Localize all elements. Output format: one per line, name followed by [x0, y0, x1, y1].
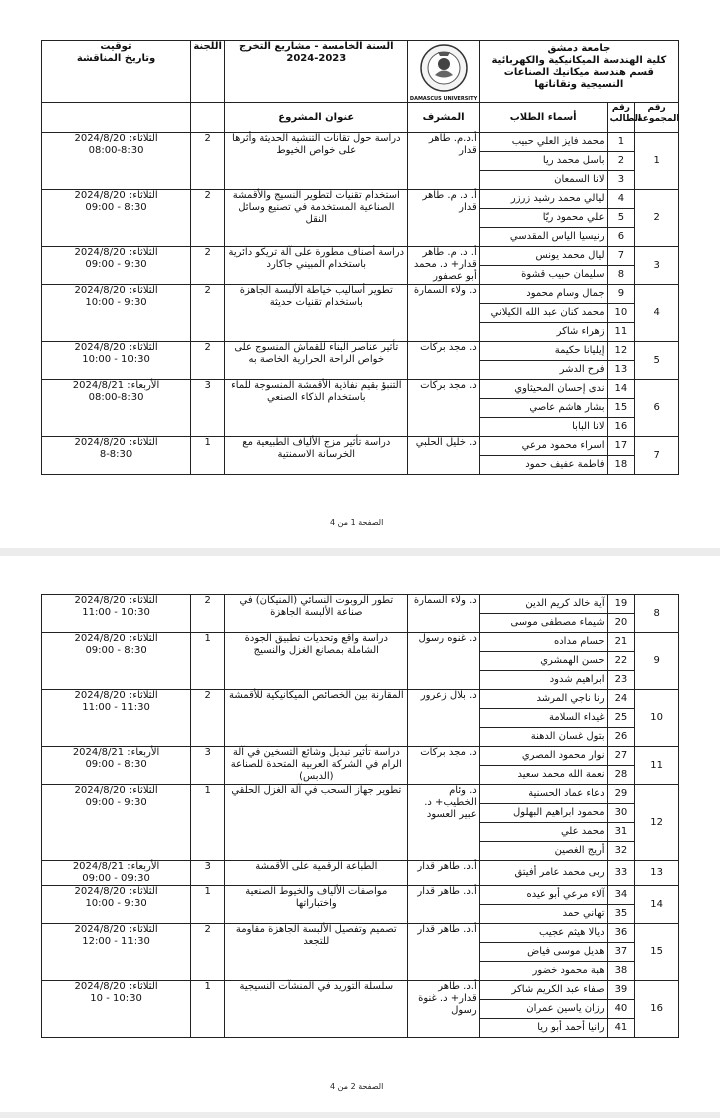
committee-cell: 2 [191, 690, 225, 747]
committee-cell: 1 [191, 785, 225, 861]
student-name-cell: هبة محمود خضور [479, 962, 607, 981]
table-row [42, 285, 679, 304]
student-name-cell: جمال وسام محمود [479, 285, 607, 304]
time-text: 10:00 - 10:30 [82, 354, 150, 365]
committee-cell: 1 [191, 633, 225, 690]
time-text: 09:00 - 9:30 [85, 259, 147, 270]
student-name-cell: محمد فايز العلي حبيب [479, 133, 607, 152]
time-text: 09:00 - 8:30 [85, 645, 147, 656]
student-number-cell: 28 [607, 766, 635, 785]
student-number-cell: 3 [607, 171, 635, 190]
group-number-cell: 14 [635, 886, 679, 924]
time-text: 10:00 - 9:30 [85, 297, 147, 308]
project-title-cell: تطوير جهاز السحب في آلة الغزل الحلقي [225, 785, 408, 861]
group-number-cell: 4 [635, 285, 679, 342]
committee-cell: 2 [191, 285, 225, 342]
group-number-cell: 15 [635, 924, 679, 981]
date-text: الأربعاء: 2024/8/21 [72, 861, 160, 872]
student-number-header [607, 103, 642, 133]
page-footer: الصفحة 1 من 4 [330, 518, 384, 527]
date-text: الثلاثاء: 2024/8/20 [74, 133, 158, 144]
table-row [42, 342, 679, 361]
table-row [42, 595, 679, 614]
supervisor-cell: أ.د. طاهر قدار [408, 886, 479, 924]
supervisor-cell: د. غنوه رسول [408, 633, 479, 690]
student-name-cell: ربى محمد عامر أفيتق [479, 861, 607, 886]
table-row [42, 437, 679, 456]
time-text: 8-8:30 [99, 449, 133, 460]
time-cell [42, 285, 191, 342]
supervisor-cell: د. مجد بركات [408, 342, 479, 380]
project-title-cell: الطباعة الرقمية على الأقمشة [225, 861, 408, 886]
date-text: الثلاثاء: 2024/8/20 [74, 633, 158, 644]
table-row [42, 247, 679, 266]
student-number-cell: 32 [607, 842, 635, 861]
project-title-cell: دراسة حول تقانات التنشية الحديثة وأثرها على خواص الخيوط [225, 133, 408, 190]
time-cell [42, 437, 191, 475]
project-title-header: عنوان المشروع [225, 103, 408, 133]
group-number-cell: 12 [635, 785, 679, 861]
student-number-cell: 41 [607, 1019, 635, 1038]
time-text: 09:00 - 09:30 [82, 873, 150, 884]
group-number-cell: 3 [635, 247, 679, 285]
committee-cell: 2 [191, 133, 225, 190]
committee-cell: 1 [191, 437, 225, 475]
date-text: الثلاثاء: 2024/8/20 [74, 342, 158, 353]
student-name-cell: شيماء مصطفى موسى [479, 614, 607, 633]
page-footer: الصفحة 2 من 4 [330, 1082, 384, 1091]
department-name: قسم هندسة ميكانيك الصناعات النسيجية وتقاناتها [503, 67, 654, 90]
page-2 [0, 556, 720, 1112]
date-text: الأربعاء: 2024/8/21 [72, 747, 160, 758]
time-cell [42, 924, 191, 981]
student-name-cell: دعاء عماد الحسنية [479, 785, 607, 804]
table-row [42, 747, 679, 766]
project-title-cell: سلسلة التوريد في المنشآت النسيجية [225, 981, 408, 1038]
group-number-cell: 9 [635, 633, 679, 690]
student-number-cell: 4 [607, 190, 635, 209]
supervisor-cell: د. ولاء السمارة [408, 285, 479, 342]
time-cell [42, 747, 191, 785]
time-text: 09:00 - 8:30 [85, 202, 147, 213]
time-cell [42, 785, 191, 861]
columns-row [42, 103, 679, 133]
student-name-cell: ليال محمد يونس [479, 247, 607, 266]
supervisor-cell: د. بلال زعرور [408, 690, 479, 747]
date-text: الثلاثاء: 2024/8/20 [74, 690, 158, 701]
date-text: الثلاثاء: 2024/8/20 [74, 437, 158, 448]
university-name: جامعة دمشق [547, 43, 611, 54]
group-number-header-line1: رقم [647, 103, 666, 113]
student-number-cell: 29 [607, 785, 635, 804]
student-number-cell: 31 [607, 823, 635, 842]
students-header: أسماء الطلاب [479, 103, 607, 133]
group-number-cell: 16 [635, 981, 679, 1038]
time-cell [42, 133, 191, 190]
supervisor-header: المشرف [408, 103, 479, 133]
student-number-cell: 21 [607, 633, 635, 652]
committee-cell: 1 [191, 981, 225, 1038]
time-cell [42, 861, 191, 886]
student-number-cell: 13 [607, 361, 635, 380]
time-text: 09:00 - 8:30 [85, 759, 147, 770]
supervisor-cell: د. خليل الحلبي [408, 437, 479, 475]
time-cell [42, 981, 191, 1038]
student-name-cell: سليمان حبيب قشوة [479, 266, 607, 285]
time-subtitle: وتاريخ المناقشة [76, 53, 156, 64]
time-cell [42, 342, 191, 380]
student-number-cell: 15 [607, 399, 635, 418]
student-name-cell: إيليانا حكيمة [479, 342, 607, 361]
student-number-header-line1: رقم [611, 103, 630, 113]
student-number-cell: 1 [607, 133, 635, 152]
student-name-cell: زهراء شاكر [479, 323, 607, 342]
student-name-cell: آلاء مرعي أبو عيده [479, 886, 607, 905]
committee-cell: 2 [191, 190, 225, 247]
project-title-cell: دراسة أصناف مطورة على آلة تريكو دائرية باستخدام المبيني جاكارد [225, 247, 408, 285]
date-text: الثلاثاء: 2024/8/20 [74, 285, 158, 296]
group-number-cell: 13 [635, 861, 679, 886]
student-number-cell: 19 [607, 595, 635, 614]
supervisor-cell: أ.د. طاهر قدار [408, 924, 479, 981]
date-text: الثلاثاء: 2024/8/20 [74, 886, 158, 897]
committee-header: اللجنة [191, 41, 225, 103]
time-text: 08:00-8:30 [88, 392, 144, 403]
supervisor-cell: د. مجد بركات [408, 380, 479, 437]
committee-cell: 2 [191, 924, 225, 981]
student-number-cell: 33 [607, 861, 635, 886]
committee-cell: 2 [191, 247, 225, 285]
student-name-cell: محمود ابراهيم البهلول [479, 804, 607, 823]
student-number-cell: 37 [607, 943, 635, 962]
time-cell [42, 595, 191, 633]
student-number-cell: 22 [607, 652, 635, 671]
time-title: توقيت [100, 41, 132, 52]
year-header [225, 41, 408, 103]
faculty-name: كلية الهندسة الميكانيكية والكهربائية [491, 55, 667, 66]
group-number-cell: 11 [635, 747, 679, 785]
project-title-cell: تأثير عناصر البناء للقماش المنسوج على خواص الراحة الحرارية الخاصة به [225, 342, 408, 380]
committee-cell: 3 [191, 747, 225, 785]
group-number-header [635, 103, 679, 133]
student-name-cell: هديل موسى فياض [479, 943, 607, 962]
project-title-cell: تصميم وتفصيل الألبسة الجاهزة مقاومة للتجعد [225, 924, 408, 981]
student-name-cell: نعمة الله محمد سعيد [479, 766, 607, 785]
student-number-cell: 40 [607, 1000, 635, 1019]
group-number-cell: 2 [635, 190, 679, 247]
supervisor-cell: أ.د. طاهر قدار+ د. غنوة رسول [408, 981, 479, 1038]
student-number-cell: 38 [607, 962, 635, 981]
student-name-cell: بتول غسان الدهنة [479, 728, 607, 747]
time-cell [42, 633, 191, 690]
date-text: الثلاثاء: 2024/8/20 [74, 595, 158, 606]
student-name-cell: باسل محمد ريا [479, 152, 607, 171]
student-name-cell: لانا السمعان [479, 171, 607, 190]
table-row [42, 861, 679, 886]
logo-cell [408, 41, 479, 103]
academic-year: 2024-2023 [286, 53, 347, 64]
supervisor-cell: أ. د. م. طاهر قدار+ د. محمد أبو عصفور [408, 247, 479, 285]
project-title-cell: دراسة واقع وتحديات تطبيق الجودة الشاملة بمصانع الغزل والنسيج [225, 633, 408, 690]
project-title-cell: دراسة تأثير تبديل وشائع التسخين في آلة الرام في الشركة العربية المتحدة للصناعة (الدبس) [225, 747, 408, 785]
date-text: الثلاثاء: 2024/8/20 [74, 190, 158, 201]
date-text: الثلاثاء: 2024/8/20 [74, 785, 158, 796]
committee-cell: 1 [191, 886, 225, 924]
group-number-cell: 8 [635, 595, 679, 633]
time-cell [42, 690, 191, 747]
student-name-cell: حسن الهمشري [479, 652, 607, 671]
date-text: الثلاثاء: 2024/8/20 [74, 981, 158, 992]
group-number-cell: 10 [635, 690, 679, 747]
student-name-cell: اسراء محمود مرعي [479, 437, 607, 456]
supervisor-cell: أ. د. م. طاهر قدار [408, 190, 479, 247]
date-text: الأربعاء: 2024/8/21 [72, 380, 160, 391]
student-name-cell: بشار هاشم عاصي [479, 399, 607, 418]
committee-cell: 3 [191, 861, 225, 886]
project-title-cell: استخدام تقنيات لتطوير النسيج والأقمشة الصناعية المستخدمة في تصنيع وسائل النقل [225, 190, 408, 247]
student-name-cell: لانا البابا [479, 418, 607, 437]
supervisor-cell: أ.د. طاهر قدار [408, 861, 479, 886]
student-number-cell: 16 [607, 418, 635, 437]
student-number-cell: 25 [607, 709, 635, 728]
student-name-cell: أريج الغصين [479, 842, 607, 861]
group-number-cell: 5 [635, 342, 679, 380]
schedule-table-page-2 [41, 594, 679, 1038]
student-number-cell: 35 [607, 905, 635, 924]
table-row [42, 690, 679, 709]
project-title-cell: مواصفات الألياف والخيوط الصنعية واختباراتها [225, 886, 408, 924]
student-number-cell: 30 [607, 804, 635, 823]
student-name-cell: صفاء عبد الكريم شاكر [479, 981, 607, 1000]
time-cell [42, 886, 191, 924]
student-number-cell: 8 [607, 266, 635, 285]
time-text: 10 - 10:30 [90, 993, 142, 1004]
student-name-cell: محمد كنان عبد الله الكيلاني [479, 304, 607, 323]
supervisor-cell: د. ولاء السمارة [408, 595, 479, 633]
student-name-cell: ديالا هيثم عجيب [479, 924, 607, 943]
project-title-cell: تطوير أساليب خياطة الألبسة الجاهزة باستخدام تقنيات حديثة [225, 285, 408, 342]
student-name-cell: تهاني حمد [479, 905, 607, 924]
time-text: 09:00 - 9:30 [85, 797, 147, 808]
student-name-cell: فاطمة عفيف حمود [479, 456, 607, 475]
university-logo-icon [419, 42, 469, 96]
time-cell [42, 247, 191, 285]
student-number-header-line2: الطالب [609, 114, 642, 124]
student-number-cell: 17 [607, 437, 635, 456]
student-name-cell: آية خالد كريم الدين [479, 595, 607, 614]
student-number-cell: 24 [607, 690, 635, 709]
project-title-cell: دراسة تأثير مزج الألياف الطبيعية مع الخرسانة الاسمنتية [225, 437, 408, 475]
committee-cell: 2 [191, 595, 225, 633]
project-title-cell: تطور الروبوت النسائي (المنيكان) في صناعة الألبسة الجاهزة [225, 595, 408, 633]
group-number-cell: 7 [635, 437, 679, 475]
blank-cell [42, 103, 191, 133]
student-name-cell: علي محمود ريّا [479, 209, 607, 228]
committee-cell: 3 [191, 380, 225, 437]
date-text: الثلاثاء: 2024/8/20 [74, 247, 158, 258]
logo-text: DAMASCUS UNIVERSITY [409, 96, 478, 102]
student-name-cell: رزان ياسين عمران [479, 1000, 607, 1019]
table-row [42, 133, 679, 152]
student-number-cell: 34 [607, 886, 635, 905]
student-name-cell: رنيسيا الياس المقدسي [479, 228, 607, 247]
time-header [42, 41, 191, 103]
table-row [42, 924, 679, 943]
supervisor-cell: د. وئام الخطيب+ د. عبير العسود [408, 785, 479, 861]
student-number-cell: 26 [607, 728, 635, 747]
time-text: 10:00 - 9:30 [85, 898, 147, 909]
year-title: السنة الخامسة - مشاريع التخرج [239, 41, 394, 52]
table-row [42, 633, 679, 652]
supervisor-cell: أ.د.م. طاهر قدار [408, 133, 479, 190]
time-text: 11:00 - 11:30 [82, 702, 150, 713]
time-text: 11:00 - 10:30 [82, 607, 150, 618]
time-text: 08:00-8:30 [88, 145, 144, 156]
schedule-table-page-1 [41, 40, 679, 475]
table-row [42, 785, 679, 804]
group-number-cell: 1 [635, 133, 679, 190]
student-number-cell: 36 [607, 924, 635, 943]
student-number-cell: 2 [607, 152, 635, 171]
committee-cell: 2 [191, 342, 225, 380]
student-name-cell: ندى إحسان المحيثاوي [479, 380, 607, 399]
student-number-cell: 10 [607, 304, 635, 323]
header-row [42, 41, 679, 103]
student-name-cell: فرح الدشر [479, 361, 607, 380]
date-text: الثلاثاء: 2024/8/20 [74, 924, 158, 935]
time-cell [42, 190, 191, 247]
student-number-cell: 7 [607, 247, 635, 266]
student-number-cell: 9 [607, 285, 635, 304]
student-name-cell: حسام مداده [479, 633, 607, 652]
student-name-cell: ليالي محمد رشيد زرزر [479, 190, 607, 209]
project-title-cell: المقارنة بين الخصائص الميكانيكية للأقمشة [225, 690, 408, 747]
time-text: 12:00 - 11:30 [82, 936, 150, 947]
student-number-cell: 6 [607, 228, 635, 247]
table-row [42, 190, 679, 209]
student-number-cell: 5 [607, 209, 635, 228]
student-name-cell: ابراهيم شدود [479, 671, 607, 690]
student-number-cell: 14 [607, 380, 635, 399]
table-row [42, 886, 679, 905]
page-1 [0, 0, 720, 548]
table-row [42, 380, 679, 399]
student-name-cell: رانيا أحمد أبو ريا [479, 1019, 607, 1038]
blank-cell [191, 103, 225, 133]
student-name-cell: نوار محمود المصري [479, 747, 607, 766]
institution-header [479, 41, 678, 103]
student-number-cell: 39 [607, 981, 635, 1000]
student-number-cell: 23 [607, 671, 635, 690]
student-name-cell: محمد علي [479, 823, 607, 842]
group-number-header-line2: المجموعة [637, 114, 680, 124]
table-row [42, 981, 679, 1000]
student-number-cell: 11 [607, 323, 635, 342]
student-name-cell: رنا ناجي المرشد [479, 690, 607, 709]
student-number-cell: 27 [607, 747, 635, 766]
project-title-cell: التنبؤ بقيم نفاذية الأقمشة المنسوجة للماء باستخدام الذكاء الصنعي [225, 380, 408, 437]
student-number-cell: 20 [607, 614, 635, 633]
group-number-cell: 6 [635, 380, 679, 437]
student-name-cell: غيداء السلامة [479, 709, 607, 728]
supervisor-cell: د. مجد بركات [408, 747, 479, 785]
student-number-cell: 18 [607, 456, 635, 475]
time-cell [42, 380, 191, 437]
student-number-cell: 12 [607, 342, 635, 361]
